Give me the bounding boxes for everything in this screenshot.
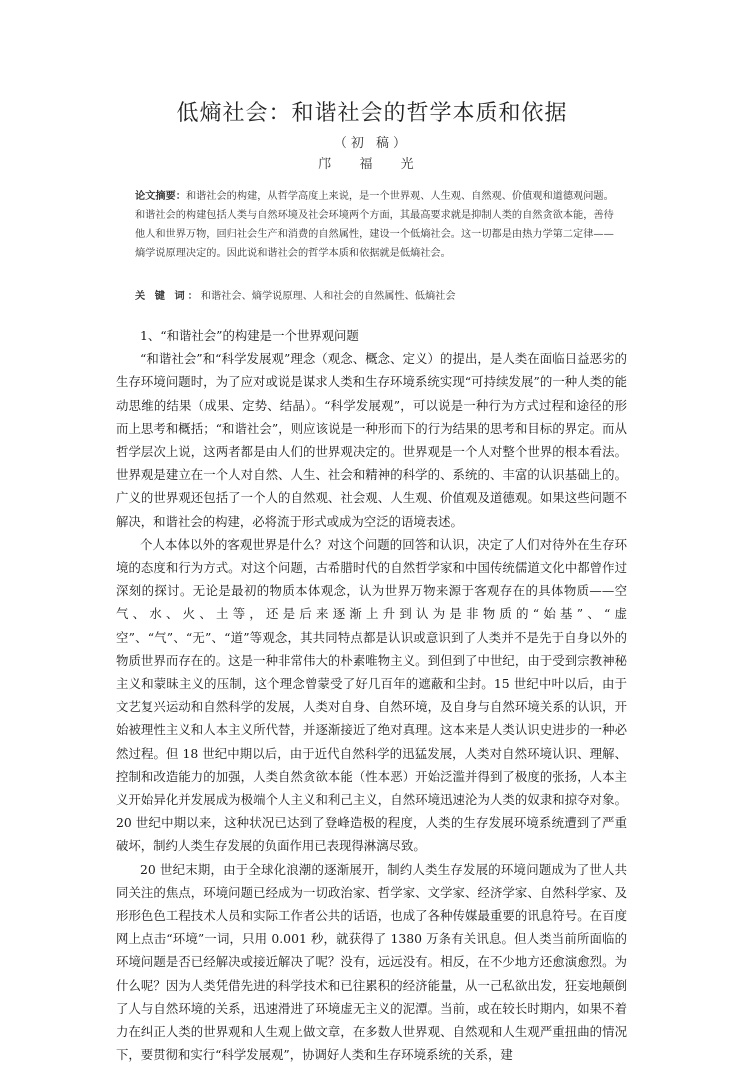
abstract-text: 和谐社会的构建，从哲学高度上来说，是一个世界观、人生观、自然观、价值观和道德观问题。和谐社会的构建包括人类与自然环境及社会环境两个方面，其最高要求就是抑制人类的自然贪欲本能，善待他人和世界万物，回归社会生产和消费的自然属性，建设一个低熵社会。这一切都是由热力学第二定律——熵学说原理决定的。因此说和谐社会的哲学本质和依据就是低熵社会。 xyxy=(135,191,614,259)
document-body xyxy=(116,324,627,1067)
keywords-block xyxy=(135,289,615,305)
body-paragraph: 20 世纪末期，由于全球化浪潮的逐渐展开，制约人类生存发展的环境问题成为了世人共同关注的焦点，环境问题已经成为一切政治家、哲学家、文学家、经济学家、自然科学家、及形形色色工程技术人员和实际工作者公共的话语，也成了各种传媒最重要的讯息符号。在百度网上点击“环境”一词，只用 0.001 秒，就获得了 1380 万条有关讯息。但人类当前所面临的环境问题是否已经解决或接近解决了呢？没有，远远没有。相反，在不少地方还愈演愈烈。为什么呢？因为人类凭借先进的科学技术和已往累积的经济能量，从一己私欲出发，狂妄地颠倒了人与自然环境的关系，迅速滑进了环境虚无主义的泥潭。当前，或在较长时期内，如果不着力在纠正人类的世界观和人生观上做文章，在多数人世界观、自然观和人生观严重扭曲的情况下，要贯彻和实行“科学发展观”，协调好人类和生存环境系统的关系，建 xyxy=(116,861,627,1063)
document-author: 邝 福 光 xyxy=(318,157,426,172)
abstract-block xyxy=(135,187,615,263)
body-paragraph: 个人本体以外的客观世界是什么？对这个问题的回答和认识，决定了人们对待外在生存环境的态度和行为方式。对这个问题，古希腊时代的自然哲学家和中国传统儒道文化中都曾作过深刻的探讨。无论是最初的物质本体观念，认为世界万物来源于客观存在的具体物质——空气、水、火、土等，还是后来逐渐上升到认为是非物质的“始基”、“虚空”、“气”、“无”、“道”等观念，其共同特点都是认识或意识到了人类并不是先于自身以外的物质世界而存在的。这是一种非常伟大的朴素唯物主义。到但到了中世纪，由于受到宗教神秘主义和蒙昧主义的压制，这个理念曾蒙受了好几百年的遮蔽和尘封。15 世纪中叶以后，由于文艺复兴运动和自然科学的发展，人类对自身、自然环境，及自身与自然环境关系的认识，开始被理性主义和人本主义所代替，并逐渐接近了绝对真理。这本来是人类认识史进步的一种必然过程。但 18 世纪中期以后，由于近代自然科学的迅猛发展，人类对自然环境认识、理解、控制和改造能力的加强，人类自然贪欲本能（性本恶）开始泛滥并得到了极度的张扬，人本主义开始异化并发展成为极端个人主义和利己主义，自然环境迅速沦为人类的奴隶和掠夺对象。20 世纪中期以来，这种状况已达到了登峰造极的程度，人类的生存发展环境系统遭到了严重破坏，制约人类生存发展的负面作用已表现得淋漓尽致。 xyxy=(116,536,627,854)
keywords-text: 和谐社会、熵学说原理、人和社会的自然属性、低熵社会 xyxy=(200,291,456,302)
document-title: 低熵社会：和谐社会的哲学本质和依据 xyxy=(176,101,568,126)
body-paragraph: “和谐社会”和“科学发展观”理念（观念、概念、定义）的提出，是人类在面临日益恶劣的生存环境问题时，为了应对或说是谋求人类和生存环境系统实现“可持续发展”的一种人类的能动思维的结果（成果、定势、结晶）。“科学发展观”，可以说是一种行为方式过程和途径的形而上思考和概括；“和谐社会”，则应该说是一种形而下的行为结果的思考和目标的界定。而从哲学层次上说，这两者都是由人们的世界观决定的。世界观是一个人对整个世界的根本看法。世界观是建立在一个人对自然、人生、社会和精神的科学的、系统的、丰富的认识基础上的。广义的世界观还包括了一个人的自然观、社会观、人生观、价值观及道德观。如果这些问题不解决，和谐社会的构建，必将流于形式或成为空泛的语境表述。 xyxy=(116,351,627,529)
abstract-label: 论文摘要： xyxy=(135,191,186,202)
document-subtitle: （初 稿） xyxy=(333,136,411,151)
section-heading: 1、“和谐社会”的构建是一个世界观问题 xyxy=(140,328,359,343)
keywords-label: 关 键 词： xyxy=(135,291,201,302)
